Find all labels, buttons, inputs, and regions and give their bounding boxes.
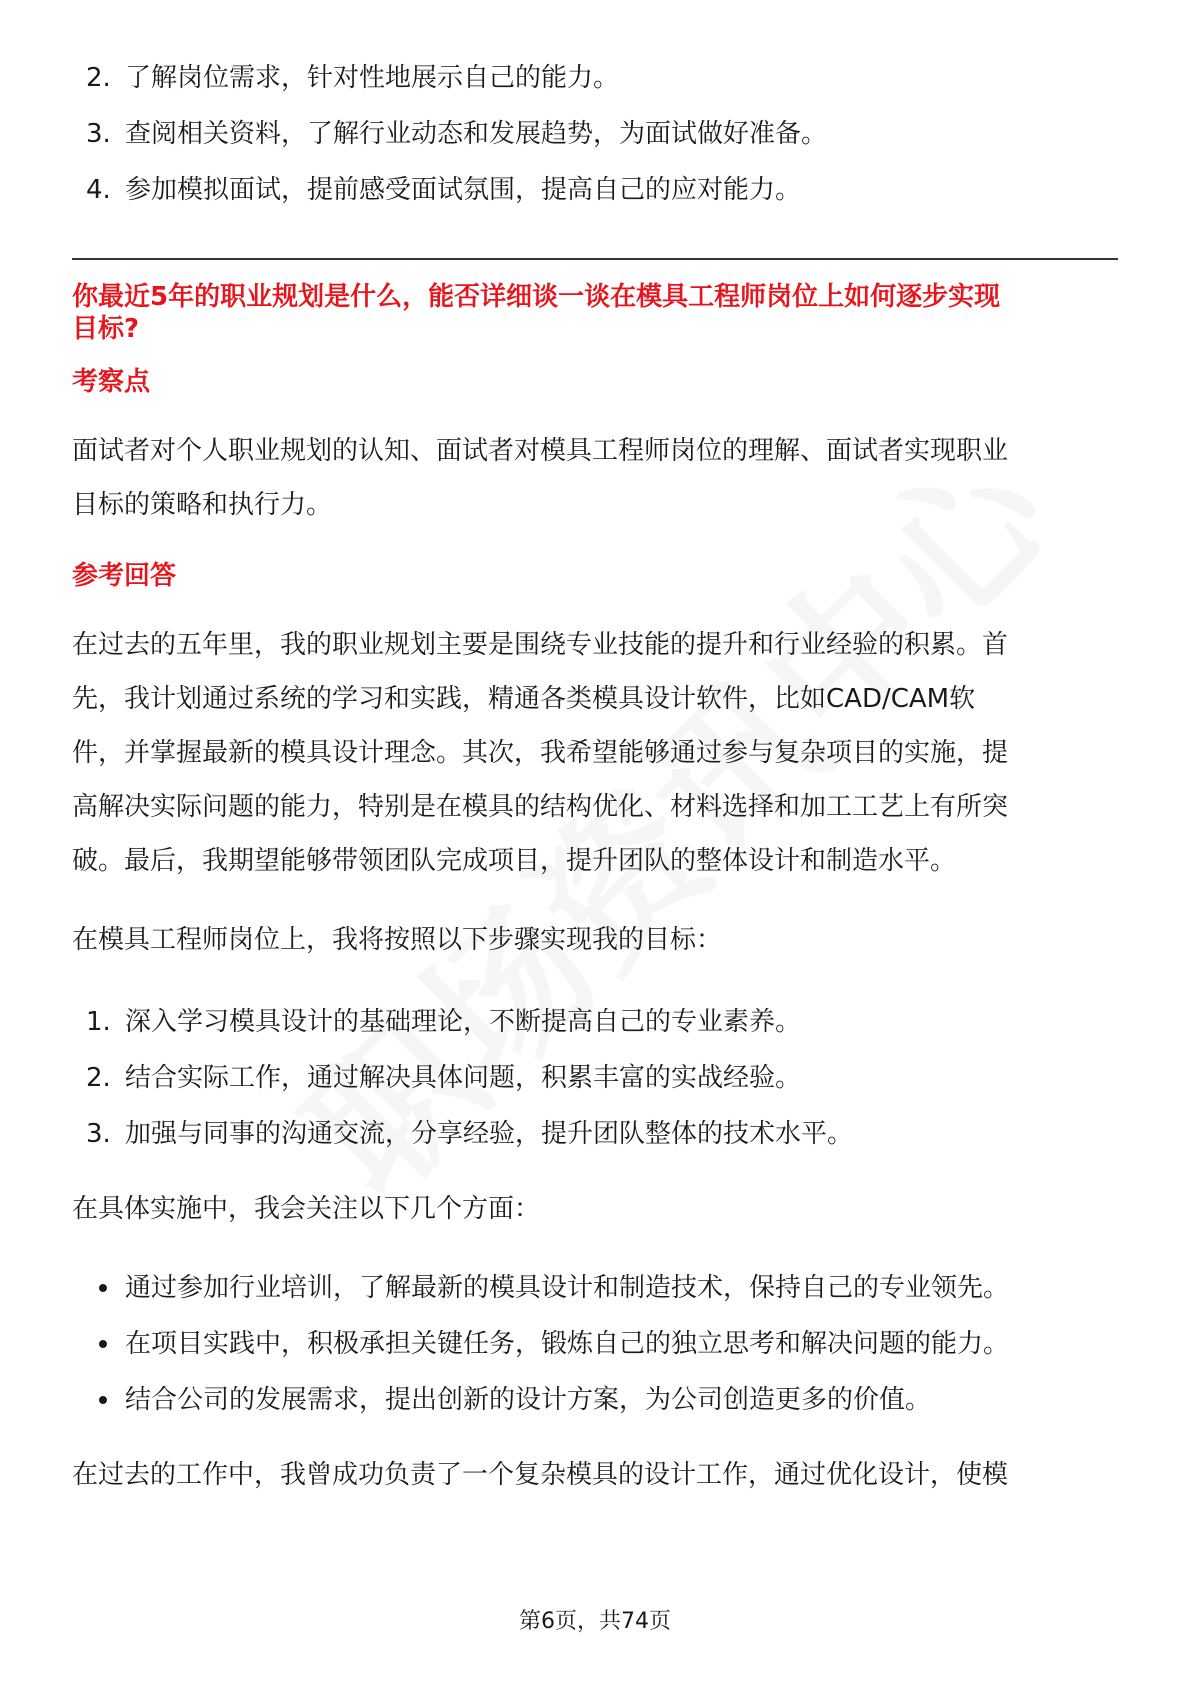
text-line: 面试者对个人职业规划的认知、面试者对模具工程师岗位的理解、面试者实现职业	[72, 436, 1009, 466]
prep-list	[72, 50, 1118, 218]
answer-paragraph-1	[72, 618, 1118, 888]
text-line: 目标的策略和执行力。	[72, 490, 333, 520]
list-item	[72, 1260, 1118, 1316]
list-item	[72, 106, 1118, 162]
answer-paragraph-4: 在过去的工作中，我曾成功负责了一个复杂模具的设计工作，通过优化设计，使模	[72, 1460, 1009, 1490]
list-number: 2.	[86, 1063, 111, 1093]
list-item	[72, 162, 1118, 218]
list-text: 结合实际工作，通过解决具体问题，积累丰富的实战经验。	[125, 1063, 802, 1093]
list-item	[72, 994, 1118, 1050]
list-text: 加强与同事的沟通交流，分享经验，提升团队整体的技术水平。	[125, 1119, 854, 1149]
list-item	[72, 1050, 1118, 1106]
text-line: 在过去的五年里，我的职业规划主要是围绕专业技能的提升和行业经验的积累。首	[72, 630, 1009, 660]
question-line: 你最近5年的职业规划是什么，能否详细谈一谈在模具工程师岗位上如何逐步实现	[72, 282, 1001, 312]
list-text: 深入学习模具设计的基础理论，不断提高自己的专业素养。	[125, 1007, 802, 1037]
question-line: 目标?	[72, 314, 140, 344]
list-text: 通过参加行业培训，了解最新的模具设计和制造技术，保持自己的专业领先。	[125, 1273, 1010, 1303]
list-text: 结合公司的发展需求，提出创新的设计方案，为公司创造更多的价值。	[125, 1385, 932, 1415]
focus-heading: 考察点	[72, 367, 151, 397]
answer-paragraph-2: 在模具工程师岗位上，我将按照以下步骤实现我的目标：	[72, 925, 723, 955]
text-line: 件，并掌握最新的模具设计理念。其次，我希望能够通过参与复杂项目的实施，提	[72, 738, 1009, 768]
list-number: 1.	[86, 1007, 111, 1037]
list-item	[72, 1106, 1118, 1162]
list-item	[72, 1372, 1118, 1428]
text-line: 破。最后，我期望能够带领团队完成项目，提升团队的整体设计和制造水平。	[72, 846, 957, 876]
focus-areas-list	[72, 1260, 1118, 1428]
section-divider	[72, 258, 1118, 260]
bullet-icon	[99, 1396, 107, 1404]
list-number: 2.	[86, 63, 111, 93]
list-number: 3.	[86, 119, 111, 149]
question-title	[72, 281, 1118, 345]
list-item	[72, 50, 1118, 106]
focus-text	[72, 424, 1118, 532]
bullet-icon	[99, 1340, 107, 1348]
text-line: 先，我计划通过系统的学习和实践，精通各类模具设计软件，比如CAD/CAM软	[72, 684, 976, 714]
document-page	[72, 0, 1118, 1684]
steps-list	[72, 994, 1118, 1162]
answer-paragraph-3: 在具体实施中，我会关注以下几个方面：	[72, 1194, 541, 1224]
list-text: 了解岗位需求，针对性地展示自己的能力。	[125, 63, 620, 93]
list-number: 3.	[86, 1119, 111, 1149]
list-number: 4.	[86, 175, 111, 205]
list-item	[72, 1316, 1118, 1372]
list-text: 查阅相关资料，了解行业动态和发展趋势，为面试做好准备。	[125, 119, 828, 149]
text-line: 高解决实际问题的能力，特别是在模具的结构优化、材料选择和加工工艺上有所突	[72, 792, 1009, 822]
bullet-icon	[99, 1284, 107, 1292]
page-number: 第6页，共74页	[519, 1609, 671, 1634]
list-text: 在项目实践中，积极承担关键任务，锻炼自己的独立思考和解决问题的能力。	[125, 1329, 1010, 1359]
answer-heading: 参考回答	[72, 561, 177, 591]
list-text: 参加模拟面试，提前感受面试氛围，提高自己的应对能力。	[125, 175, 802, 205]
